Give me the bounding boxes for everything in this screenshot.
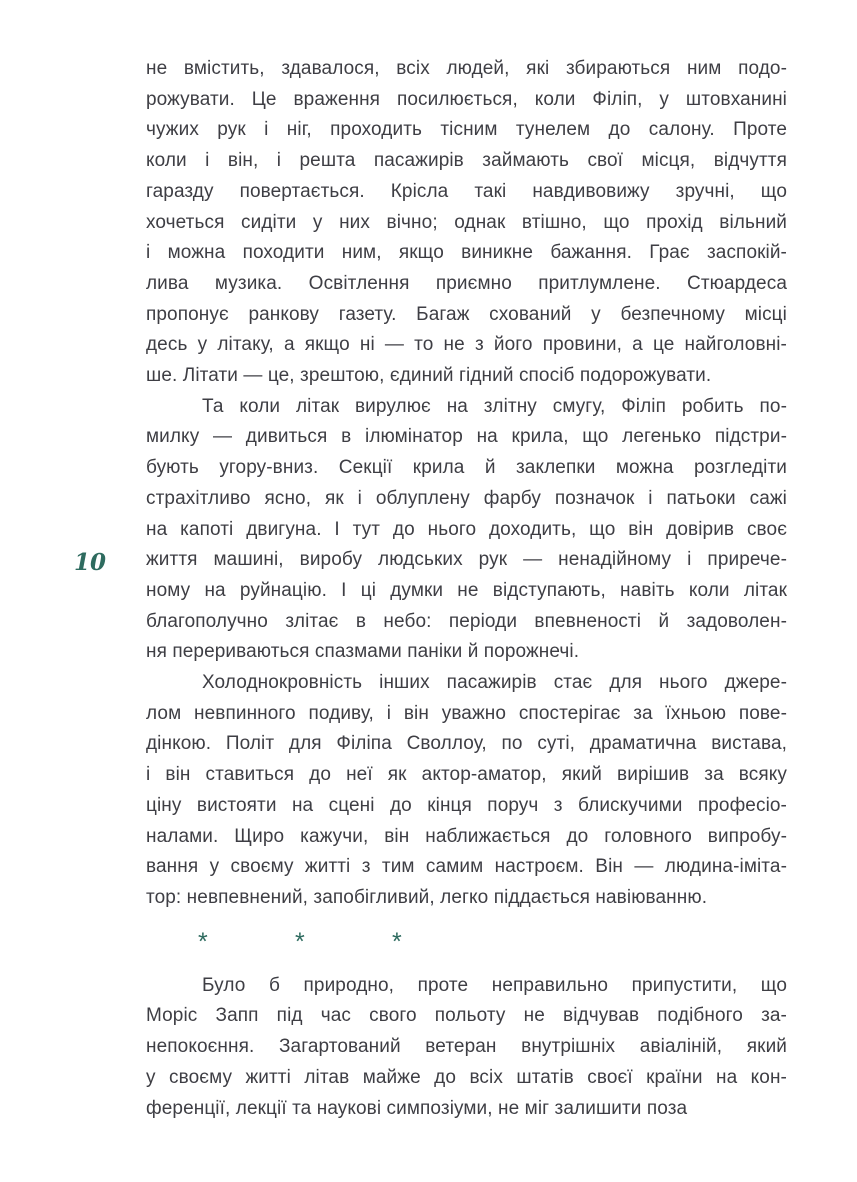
text-line: лива музика. Освітлення приємно притлумлене. Стюардеса [146,272,787,294]
text-line: дінкою. Політ для Філіпа Своллоу, по суті, драматична вистава, [146,733,787,755]
text-line: Моріс Запп під час свого польоту не відчував подібного за- [146,1005,787,1027]
text-line: коли і він, і решта пасажирів займають свої місця, відчуття [146,150,787,172]
text-line: чужих рук і ніг, проходить тісним тунелем до салону. Проте [146,119,787,141]
text-line: у своєму житті літав майже до всіх штатів своєї країни на кон- [146,1066,787,1088]
paragraph [146,392,787,668]
separator-asterisk: * [198,927,208,956]
text-line: ному на руйнацію. І ці думки не відступають, навіть коли літак [146,579,787,601]
separator-asterisk: * [295,927,305,956]
text-line: життя машині, виробу людських рук — ненадійному і прирече- [146,549,787,571]
text-line: пропонує ранкову газету. Багаж схований у безпечному місці [146,303,787,325]
separator-asterisk: * [392,927,402,956]
text-line: ня перериваються спазмами паніки й порожнечі. [146,641,580,663]
text-line: десь у літаку, а якщо ні — то не з його провини, а це найголовні- [146,334,787,356]
text-line: ціну вистояти на сцені до кінця поруч з блискучими професіо- [146,794,787,816]
text-line: непокоєння. Загартований ветеран внутрішніх авіаліній, який [146,1036,787,1058]
paragraph [146,54,787,392]
text-line: гаразду повертається. Крісла такі навдивовижу зручні, що [146,180,787,202]
text-line: милку — дивиться в ілюмінатор на крила, що легенько підстри- [146,426,787,448]
text-line: рожувати. Це враження посилюється, коли Філіп, у штовханині [146,88,787,110]
text-line: ференції, лекції та наукові симпозіуми, не міг залишити поза [146,1097,688,1119]
text-line: і можна походити ним, якщо виникне бажання. Грає заспокій- [146,242,787,264]
text-line: страхітливо ясно, як і облуплену фарбу позначок і патьоки сажі [146,487,787,509]
section-separator [146,914,787,971]
text-line: тор: невпевнений, запобігливий, легко піддається навіюванню. [146,886,708,908]
paragraph [146,668,787,914]
text-line: Було б природно, проте неправильно припустити, що [202,974,787,996]
text-line: Та коли літак вирулює на злітну смугу, Філіп робить по- [202,395,787,417]
text-line: лом невпинного подиву, і він уважно спостерігає за їхньою пове- [146,702,787,724]
paragraph [146,971,787,1125]
text-line: не вмістить, здавалося, всіх людей, які збираються ним подо- [146,58,787,79]
text-line: хочеться сидіти у них вічно; однак втішно, що прохід вільний [146,211,787,233]
text-line: налами. Щиро кажучи, він наближається до головного випробу- [146,825,787,847]
text-line: Холоднокровність інших пасажирів стає для нього джере- [202,672,787,694]
text-line: вання у своєму житті з тим самим настроєм. Він — людина-іміта- [146,856,787,878]
text-line: благополучно злітає в небо: періоди впевненості й задоволен- [146,610,787,632]
text-line: бують угору-вниз. Секції крила й заклепки можна розгледіти [146,457,787,479]
page-text [146,54,787,1124]
text-line: на капоті двигуна. І тут до нього доходить, що він довірив своє [146,518,787,540]
page-number: 10 [74,549,107,576]
text-line: ше. Літати — це, зрештою, єдиний гідний спосіб подорожувати. [146,365,712,387]
text-line: і він ставиться до неї як актор-аматор, який вирішив за всяку [146,764,787,786]
